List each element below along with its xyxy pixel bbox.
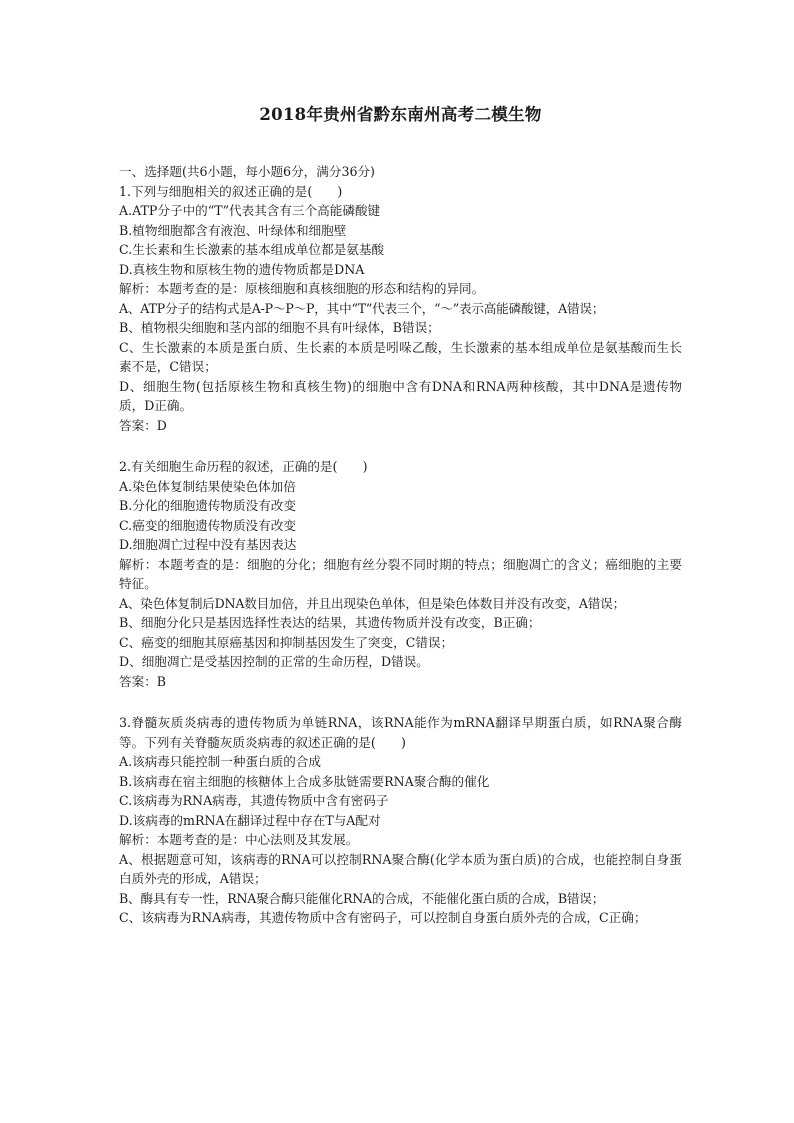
analysis-a: A、ATP分子的结构式是A-P～P～P，其中“T”代表三个，“～”表示高能磷酸键，A错误； [119, 300, 605, 316]
section-heading: 一、选择题(共6小题，每小题6分，满分36分) [119, 164, 375, 179]
analysis-intro: 解析：本题考查的是：中心法则及其发展。 [119, 832, 359, 847]
question-stem: 3.脊髓灰质炎病毒的遗传物质为单链RNA，该RNA能作为mRNA翻译早期蛋白质，如RNA聚合酶等。下列有关脊髓灰质炎病毒的叙述正确的是( ) [119, 715, 682, 750]
analysis-c: C、癌变的细胞其原癌基因和抑制基因发生了突变，C错误； [119, 634, 454, 650]
option-d: D.真核生物和原核生物的遗传物质都是DNA [119, 261, 365, 277]
document-title: 2018年贵州省黔东南州高考二模生物 [259, 105, 542, 124]
question-stem: 2.有关细胞生命历程的叙述，正确的是( ) [119, 459, 368, 474]
option-a: A.该病毒只能控制一种蛋白质的合成 [119, 754, 322, 769]
option-a: A.染色体复制结果使染色体加倍 [119, 478, 296, 494]
analysis-intro: 解析：本题考查的是：原核细胞和真核细胞的形态和结构的异同。 [119, 281, 485, 296]
analysis-c: C、该病毒为RNA病毒，其遗传物质中含有密码子，可以控制自身蛋白质外壳的合成，C正确； [119, 910, 647, 925]
analysis-a: A、根据题意可知，该病毒的RNA可以控制RNA聚合酶(化学本质为蛋白质)的合成，也能控制自身蛋白质外壳的形成，A错误； [119, 851, 682, 886]
option-c: C.癌变的细胞遗传物质没有改变 [119, 517, 296, 533]
analysis-d: D、细胞生物(包括原核生物和真核生物)的细胞中含有DNA和RNA两种核酸，其中DNA是遗传物质，D正确。 [119, 378, 682, 413]
analysis-b: B、细胞分化只是基因选择性表达的结果，其遗传物质并没有改变，B正确； [119, 615, 541, 630]
option-b: B.该病毒在宿主细胞的核糖体上合成多肽链需要RNA聚合酶的催化 [119, 773, 490, 789]
analysis-intro: 解析：本题考查的是：细胞的分化；细胞有丝分裂不同时期的特点；细胞凋亡的含义；癌细胞的主要特征。 [119, 556, 682, 591]
answer: 答案：B [119, 673, 167, 689]
analysis-a: A、染色体复制后DNA数目加倍，并且出现染色单体，但是染色体数目并没有改变，A错误； [119, 595, 625, 611]
question-1 [119, 182, 682, 436]
question-3 [119, 713, 682, 928]
question-stem: 1.下列与细胞相关的叙述正确的是( ) [119, 183, 343, 199]
option-c: C.该病毒为RNA病毒，其遗传物质中含有密码子 [119, 793, 389, 808]
option-b: B.植物细胞都含有液泡、叶绿体和细胞壁 [119, 222, 347, 238]
option-b: B.分化的细胞遗传物质没有改变 [119, 498, 296, 513]
analysis-c: C、生长激素的本质是蛋白质、生长素的本质是吲哚乙酸，生长激素的基本组成单位是氨基酸而生长素不是，C错误； [119, 339, 682, 374]
analysis-b: B、酶具有专一性，RNA聚合酶只能催化RNA的合成，不能催化蛋白质的合成，B错误； [119, 890, 605, 906]
option-d: D.该病毒的mRNA在翻译过程中存在T与A配对 [119, 812, 381, 828]
answer: 答案：D [119, 417, 167, 433]
analysis-d: D、细胞凋亡是受基因控制的正常的生命历程，D错误。 [119, 654, 429, 669]
analysis-b: B、植物根尖细胞和茎内部的细胞不具有叶绿体，B错误； [119, 320, 440, 335]
question-2 [119, 457, 682, 691]
option-c: C.生长素和生长激素的基本组成单位都是氨基酸 [119, 242, 385, 257]
option-d: D.细胞凋亡过程中没有基因表达 [119, 537, 297, 552]
option-a: A.ATP分子中的“T”代表其含有三个高能磷酸键 [119, 203, 381, 218]
